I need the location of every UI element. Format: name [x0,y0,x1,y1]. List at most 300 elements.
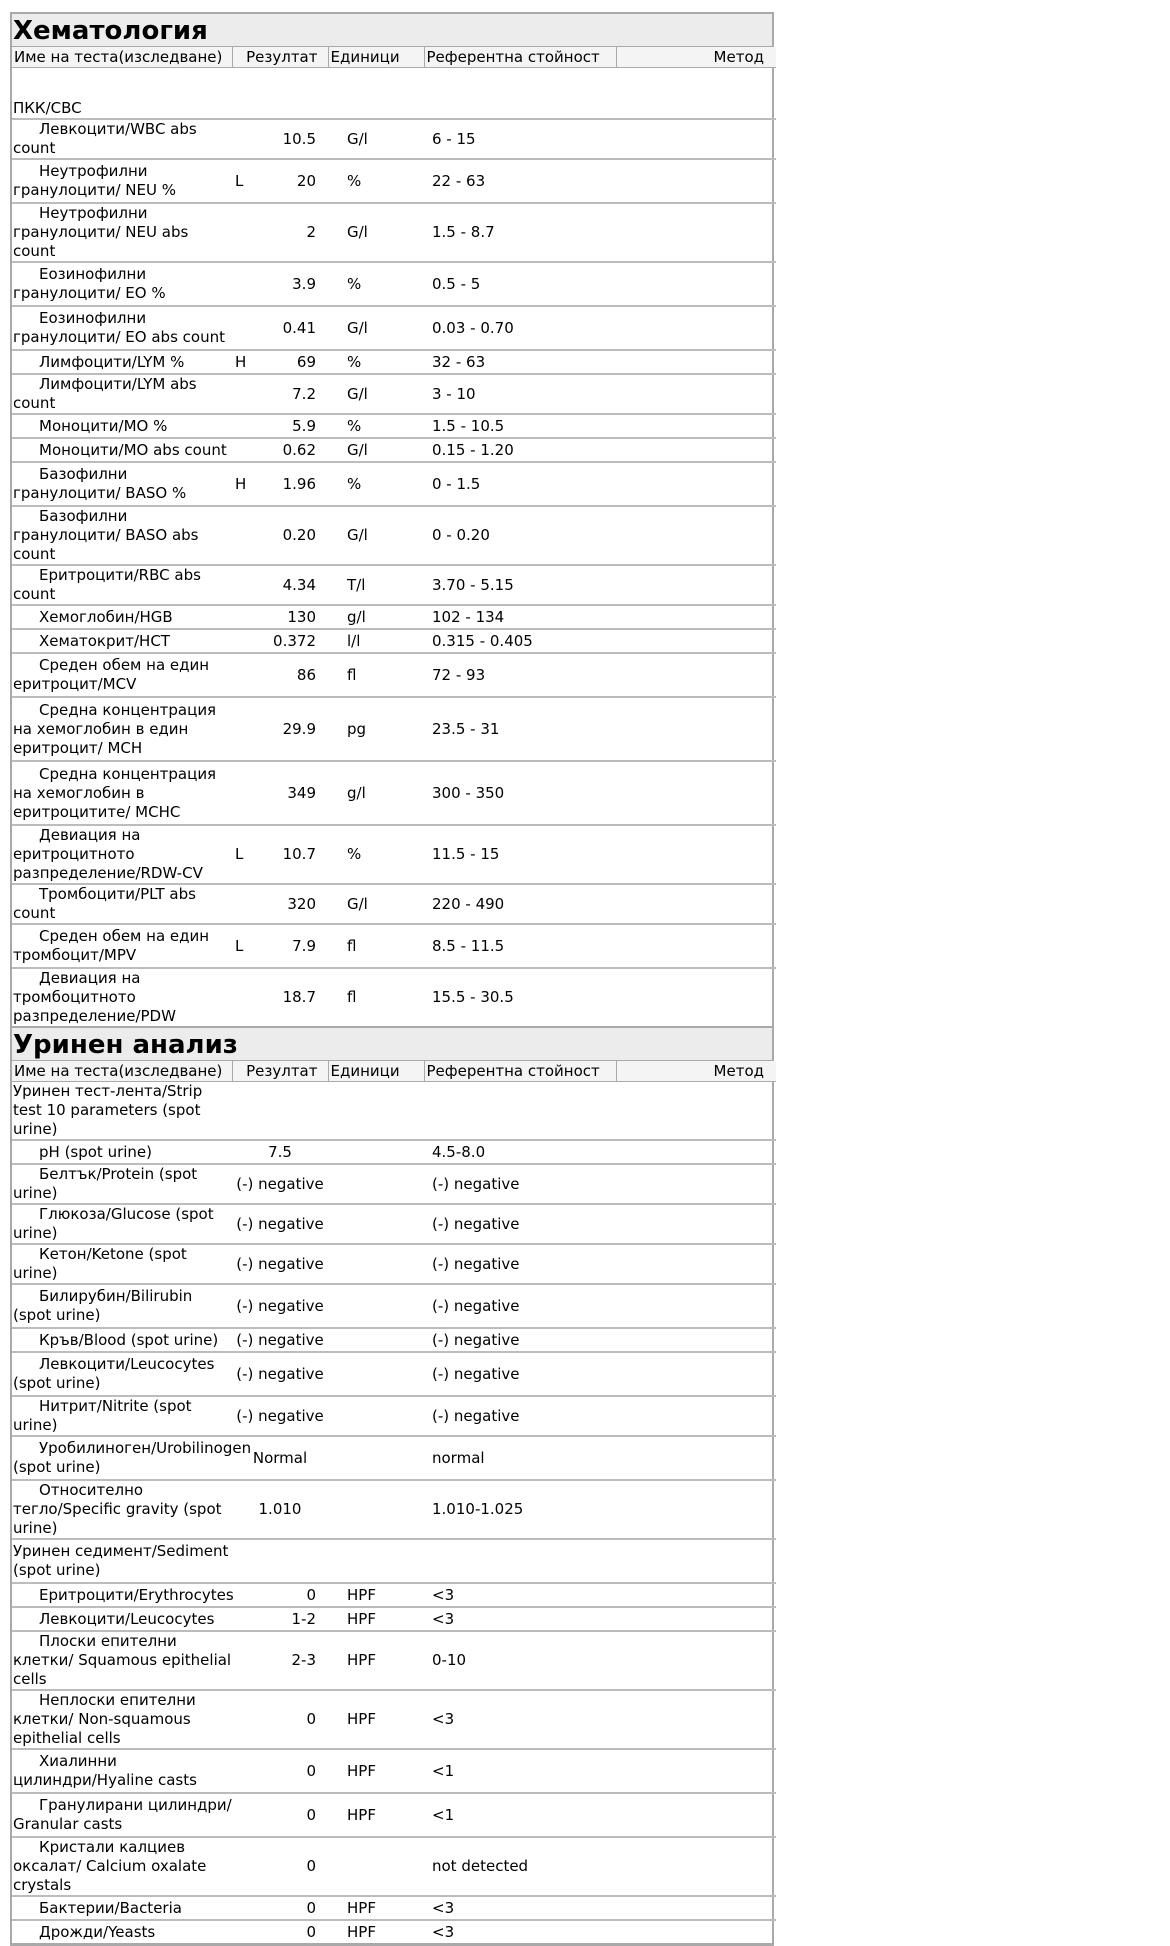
reference-cell: 11.5 - 15 [424,825,616,884]
result-cell [232,159,328,203]
section-1 [10,1026,774,1946]
reference-cell: <3 [424,1690,616,1749]
result-value: 2 [306,223,316,241]
result-value: 2-3 [291,1651,316,1669]
method-cell [616,1749,776,1793]
result-cell [232,1352,328,1396]
column-header-result: Резултат [232,1061,328,1082]
units-cell: fl [328,653,424,697]
test-name: Хематокрит/HCT [12,629,232,653]
result-value: 0 [306,1710,316,1728]
group-row [12,1539,776,1583]
result-cell [232,1607,328,1631]
reference-cell: (-) negative [424,1284,616,1328]
test-name: Неутрофилни гранулоцити/ NEU % [12,159,232,203]
result-cell [232,884,328,924]
table-row [12,968,776,1026]
reference-cell: 22 - 63 [424,159,616,203]
table-row [12,697,776,761]
result-value: 10.5 [282,129,316,148]
section-title: Хематология [12,14,772,47]
column-header-row [12,1061,776,1082]
table-row [12,1164,776,1204]
units-cell: G/l [328,306,424,350]
method-cell [616,653,776,697]
test-name: Бактерии/Bacteria [12,1896,232,1920]
table-row [12,1436,776,1480]
reference-cell: 4.5-8.0 [424,1140,616,1164]
result-value: 1-2 [291,1609,316,1628]
result-value: (-) negative [236,1174,324,1193]
result-value: 0 [306,1585,316,1604]
result-value: 20 [296,171,316,190]
table-row [12,1204,776,1244]
method-cell [616,1631,776,1690]
units-cell: HPF [328,1583,424,1607]
units-cell: HPF [328,1631,424,1690]
result-cell [232,1793,328,1837]
units-cell [328,1244,424,1284]
result-value: (-) negative [236,1214,324,1233]
units-cell: HPF [328,1749,424,1793]
result-value: (-) negative [236,1330,324,1349]
reference-cell: normal [424,1436,616,1480]
reference-cell: 0.03 - 0.70 [424,306,616,350]
units-cell: G/l [328,203,424,262]
test-name: Еозинофилни гранулоцити/ EO abs count [12,306,232,350]
result-cell [232,414,328,438]
test-name: Базофилни гранулоцити/ BASO % [12,462,232,506]
group-row [12,68,776,120]
results-table [12,47,776,1026]
reference-cell: not detected [424,1837,616,1896]
units-cell: T/l [328,565,424,605]
method-cell [616,1140,776,1164]
table-row [12,629,776,653]
table-row [12,825,776,884]
method-cell [616,374,776,414]
result-value: 0.41 [282,318,316,337]
test-name: Базофилни гранулоцити/ BASO abs count [12,506,232,565]
test-name: Левкоцити/Leucocytes [12,1607,232,1631]
result-cell [232,1436,328,1480]
test-name: Лимфоцити/LYM abs count [12,374,232,414]
result-value: 0 [306,1922,316,1941]
result-value: 3.9 [292,274,316,293]
method-cell [616,697,776,761]
result-cell [232,462,328,506]
column-header-units: Единици [328,47,424,68]
test-name: Дрожди/Yeasts [12,1920,232,1943]
column-header-name: Име на теста(изследване) [12,47,232,68]
test-name: Нитрит/Nitrite (spot urine) [12,1396,232,1436]
group-label: Уринен тест-лента/Strip test 10 parameters (spot urine) [13,1082,203,1138]
results-table [12,1061,776,1943]
result-cell [232,565,328,605]
reference-cell: 1.010-1.025 [424,1480,616,1539]
units-cell: % [328,825,424,884]
result-value: 7.2 [292,384,316,403]
reference-cell: 0.315 - 0.405 [424,629,616,653]
reference-cell: 32 - 63 [424,350,616,374]
result-cell [232,262,328,306]
reference-cell: <3 [424,1896,616,1920]
method-cell [616,1352,776,1396]
flag-indicator: L [235,171,244,190]
section-0 [10,12,774,1026]
table-row [12,1607,776,1631]
reference-cell: <1 [424,1793,616,1837]
result-cell [232,1583,328,1607]
table-row [12,414,776,438]
units-cell [328,1284,424,1328]
test-name: Белтък/Protein (spot urine) [12,1164,232,1204]
result-value: 18.7 [282,988,316,1006]
reference-cell: 102 - 134 [424,605,616,629]
table-row [12,1480,776,1539]
method-cell [616,1328,776,1352]
method-cell [616,1920,776,1943]
reference-cell: 1.5 - 8.7 [424,203,616,262]
table-row [12,1328,776,1352]
test-name: Девиация на еритроцитното разпределение/RDW-CV [12,825,232,884]
reference-cell: (-) negative [424,1244,616,1284]
column-header-row [12,47,776,68]
reference-cell: <3 [424,1607,616,1631]
result-cell [232,506,328,565]
table-row [12,1793,776,1837]
test-name: Уробилиноген/Urobilinogen (spot urine) [12,1436,232,1480]
reference-cell: 220 - 490 [424,884,616,924]
test-name: Относително тегло/Specific gravity (spot urine) [12,1480,232,1539]
units-cell [328,1140,424,1164]
table-row [12,159,776,203]
units-cell: % [328,462,424,506]
table-row [12,1749,776,1793]
result-cell [232,1164,328,1204]
result-cell [232,1631,328,1690]
table-row [12,1896,776,1920]
units-cell [328,1837,424,1896]
units-cell: G/l [328,374,424,414]
method-cell [616,968,776,1026]
group-row [12,1082,776,1141]
result-value: (-) negative [236,1406,324,1425]
method-cell [616,884,776,924]
table-row [12,1140,776,1164]
result-cell [232,1690,328,1749]
table-row [12,1284,776,1328]
method-cell [616,203,776,262]
method-cell [616,629,776,653]
method-cell [616,1284,776,1328]
test-name: Хиалинни цилиндри/Hyaline casts [12,1749,232,1793]
reference-cell: 0 - 0.20 [424,506,616,565]
method-cell [616,1583,776,1607]
table-row [12,1920,776,1943]
units-cell: HPF [328,1920,424,1943]
units-cell: % [328,414,424,438]
method-cell [616,350,776,374]
method-cell [616,1896,776,1920]
flag-indicator: L [235,936,244,955]
result-value: 29.9 [282,719,316,738]
result-cell [232,605,328,629]
result-value: (-) negative [236,1364,324,1383]
column-header-reference: Референтна стойност [424,47,616,68]
table-row [12,1690,776,1749]
method-cell [616,506,776,565]
table-row [12,1837,776,1896]
method-cell [616,306,776,350]
result-value: 69 [296,352,316,371]
test-name: Еритроцити/Erythrocytes [12,1583,232,1607]
result-value: (-) negative [236,1296,324,1315]
reference-cell: (-) negative [424,1328,616,1352]
result-value: 0.62 [282,440,316,459]
units-cell: l/l [328,629,424,653]
result-cell [232,1749,328,1793]
reference-cell: 0.5 - 5 [424,262,616,306]
test-name: Левкоцити/Leucocytes (spot urine) [12,1352,232,1396]
result-cell [232,119,328,159]
table-row [12,350,776,374]
units-cell [328,1436,424,1480]
result-value: 0.372 [273,631,316,650]
test-name: Неутрофилни гранулоцити/ NEU abs count [12,203,232,262]
result-cell [232,1244,328,1284]
units-cell: HPF [328,1793,424,1837]
method-cell [616,1436,776,1480]
reference-cell: <3 [424,1583,616,1607]
table-row [12,1583,776,1607]
column-header-name: Име на теста(изследване) [12,1061,232,1082]
units-cell: G/l [328,506,424,565]
test-name: Глюкоза/Glucose (spot urine) [12,1204,232,1244]
units-cell [328,1352,424,1396]
result-value: 1.010 [258,1500,302,1518]
test-name: Среден обем на един тромбоцит/MPV [12,924,232,968]
reference-cell: 15.5 - 30.5 [424,968,616,1026]
table-row [12,438,776,462]
flag-indicator: H [235,352,247,371]
result-value: 4.34 [282,575,316,594]
method-cell [616,1837,776,1896]
reference-cell: 72 - 93 [424,653,616,697]
table-row [12,761,776,825]
table-row [12,1352,776,1396]
reference-cell: 8.5 - 11.5 [424,924,616,968]
result-cell [232,350,328,374]
units-cell: G/l [328,119,424,159]
result-value: 1.96 [282,474,316,493]
reference-cell: 23.5 - 31 [424,697,616,761]
table-row [12,203,776,262]
result-cell [232,438,328,462]
table-row [12,653,776,697]
test-name: Среден обем на един еритроцит/MCV [12,653,232,697]
method-cell [616,159,776,203]
reference-cell: 0.15 - 1.20 [424,438,616,462]
result-cell [232,1480,328,1539]
method-cell [616,414,776,438]
test-name: Кетон/Ketone (spot urine) [12,1244,232,1284]
method-cell [616,119,776,159]
test-name: Тромбоцити/PLT abs count [12,884,232,924]
units-cell [328,1164,424,1204]
table-row [12,506,776,565]
result-value: 349 [287,783,316,802]
method-cell [616,1607,776,1631]
test-name: Билирубин/Bilirubin (spot urine) [12,1284,232,1328]
test-name: Моноцити/MO % [12,414,232,438]
section-title: Уринен анализ [12,1028,772,1061]
method-cell [616,924,776,968]
result-value: (-) negative [236,1254,324,1273]
result-cell [232,374,328,414]
method-cell [616,1396,776,1436]
column-header-method: Метод [616,47,776,68]
units-cell: G/l [328,438,424,462]
test-name: Плоски епителни клетки/ Squamous epithelial cells [13,1632,232,1688]
reference-cell: (-) negative [424,1396,616,1436]
units-cell: HPF [328,1607,424,1631]
units-cell: % [328,262,424,306]
result-cell [232,1396,328,1436]
method-cell [616,605,776,629]
test-name: Кристали калциев оксалат/ Calcium oxalate crystals [12,1837,232,1896]
group-label: Уринен седимент/Sediment (spot urine) [12,1539,776,1583]
method-cell [616,761,776,825]
method-cell [616,825,776,884]
reference-cell: <1 [424,1749,616,1793]
reference-cell: 300 - 350 [424,761,616,825]
result-value: 320 [287,894,316,913]
result-cell [232,1328,328,1352]
column-header-units: Единици [328,1061,424,1082]
result-cell [232,1896,328,1920]
result-cell [232,629,328,653]
test-name: Левкоцити/WBC abs count [12,119,232,159]
test-name: Девиация на тромбоцитното разпределение/PDW [12,968,232,1026]
method-cell [616,1480,776,1539]
table-row [12,1396,776,1436]
method-cell [616,462,776,506]
reference-cell: 0 - 1.5 [424,462,616,506]
table-row [12,1631,776,1690]
table-row [12,374,776,414]
test-name: Неплоски епителни клетки/ Non-squamous epithelial cells [12,1690,232,1749]
reference-cell: 3 - 10 [424,374,616,414]
result-value: 7.9 [292,936,316,955]
units-cell: g/l [328,761,424,825]
test-name: Средна концентрация на хемоглобин в еритроцитите/ MCHC [12,761,232,825]
result-cell [232,1140,328,1164]
table-row [12,1244,776,1284]
table-row [12,924,776,968]
reference-cell: 6 - 15 [424,119,616,159]
units-cell: g/l [328,605,424,629]
test-name: pH (spot urine) [12,1140,232,1164]
method-cell [616,438,776,462]
result-cell [232,306,328,350]
units-cell [328,1480,424,1539]
result-cell [232,825,328,884]
column-header-method: Метод [616,1061,776,1082]
flag-indicator: H [235,474,247,493]
result-value: 86 [296,665,316,684]
result-cell [232,924,328,968]
reference-cell: (-) negative [424,1204,616,1244]
table-row [12,605,776,629]
test-name: Кръв/Blood (spot urine) [12,1328,232,1352]
table-row [12,565,776,605]
units-cell: G/l [328,884,424,924]
units-cell: fl [328,924,424,968]
result-value: 10.7 [282,845,316,863]
units-cell: HPF [328,1690,424,1749]
table-row [12,306,776,350]
result-cell [232,1920,328,1943]
units-cell: fl [328,968,424,1026]
table-row [12,462,776,506]
test-name: Еритроцити/RBC abs count [12,565,232,605]
result-value: 0 [306,1761,316,1780]
reference-cell: (-) negative [424,1352,616,1396]
test-name: Гранулирани цилиндри/ Granular casts [12,1793,232,1837]
method-cell [616,1164,776,1204]
group-label: ПКК/CBC [13,99,82,117]
units-cell [328,1328,424,1352]
result-value: 0 [306,1805,316,1824]
column-header-reference: Референтна стойност [424,1061,616,1082]
result-value: 5.9 [292,416,316,435]
result-value: 0 [306,1857,316,1875]
test-name: Средна концентрация на хемоглобин в един еритроцит/ MCH [12,697,232,761]
result-cell [232,1837,328,1896]
method-cell [616,1793,776,1837]
result-cell [232,653,328,697]
method-cell [616,1244,776,1284]
result-cell [232,1284,328,1328]
method-cell [616,1690,776,1749]
column-header-result: Резултат [232,47,328,68]
table-row [12,119,776,159]
units-cell: % [328,159,424,203]
units-cell: pg [328,697,424,761]
flag-indicator: L [235,845,244,863]
result-cell [232,761,328,825]
method-cell [616,1204,776,1244]
result-value: 7.5 [268,1142,292,1161]
test-name: Моноцити/MO abs count [12,438,232,462]
reference-cell: (-) negative [424,1164,616,1204]
lab-report [10,12,774,1946]
result-cell [232,697,328,761]
table-row [12,262,776,306]
result-cell [232,1204,328,1244]
result-cell [232,968,328,1026]
table-row [12,884,776,924]
units-cell [328,1204,424,1244]
units-cell: % [328,350,424,374]
method-cell [616,262,776,306]
reference-cell: <3 [424,1920,616,1943]
result-value: 130 [287,607,316,626]
test-name: Еозинофилни гранулоцити/ EO % [12,262,232,306]
result-value: Normal [252,1448,308,1467]
reference-cell: 3.70 - 5.15 [424,565,616,605]
